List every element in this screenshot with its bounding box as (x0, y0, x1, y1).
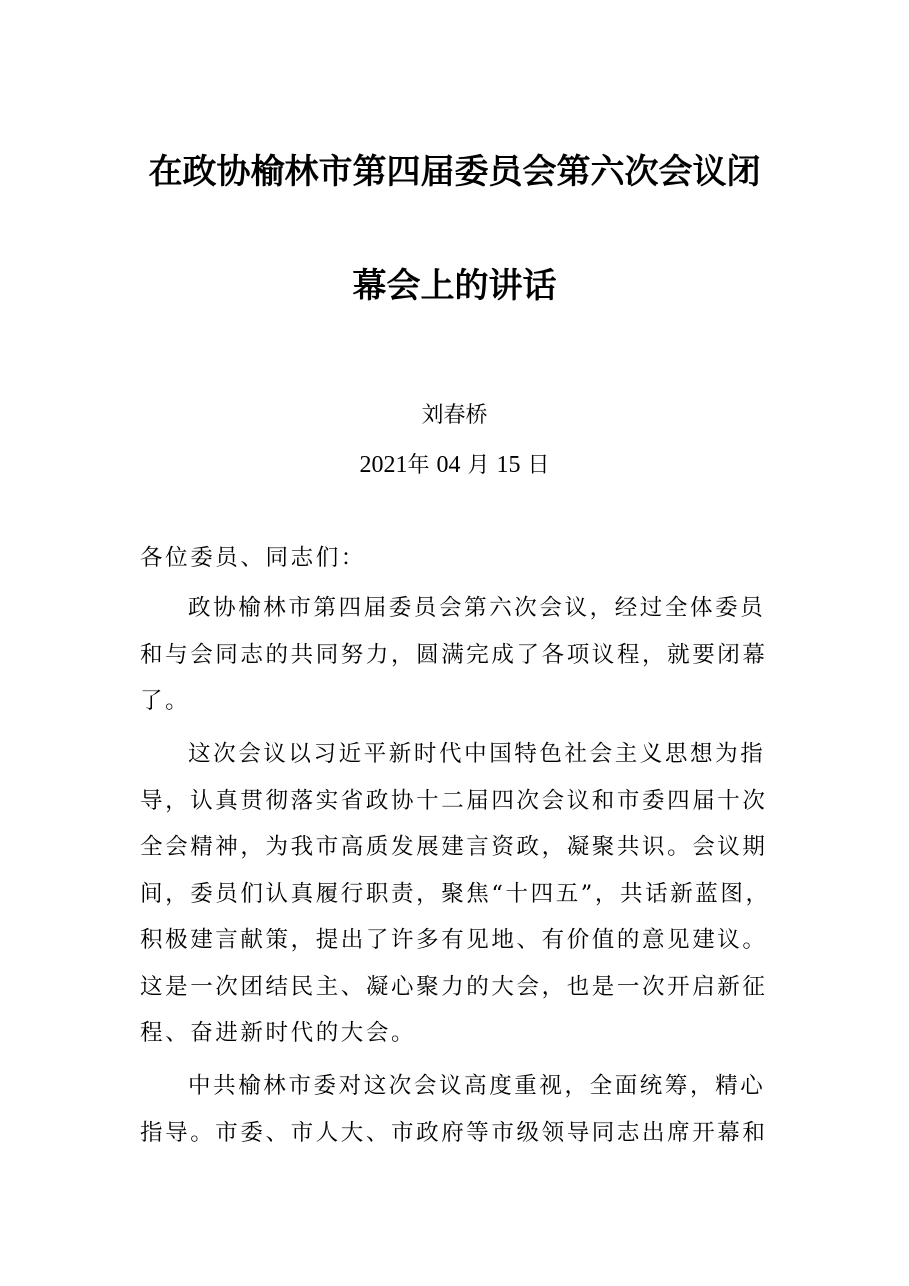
paragraph-line: 全会精神，为我市高质发展建言资政，凝聚共识。会议期 (140, 834, 768, 860)
paragraph-line: 这次会议以习近平新时代中国特色社会主义思想为指 (188, 741, 766, 767)
speech-date (0, 448, 909, 479)
paragraph-1 (140, 585, 780, 725)
salutation: 各位委员、同志们： (140, 545, 366, 571)
paragraph-3 (140, 1063, 780, 1156)
paragraph-line: 和与会同志的共同努力，圆满完成了各项议程，就要闭幕 (140, 641, 768, 668)
paragraph-line: 间，委员们认真履行职责，聚焦“十四五”，共话新蓝图， (140, 880, 771, 907)
date-day: 15 (496, 452, 521, 478)
paragraph-line: 政协榆林市第四届委员会第六次会议，经过全体委员 (188, 595, 766, 621)
paragraph-line: 指导。市委、市人大、市政府等市级领导同志出席开幕和 (140, 1119, 768, 1146)
paragraph-line: 导，认真贯彻落实省政协十二届四次会议和市委四届十次 (140, 787, 768, 814)
date-month-unit: 月 (467, 453, 490, 478)
paragraph-line: 了。 (140, 688, 191, 714)
date-year: 2021 (359, 452, 408, 478)
paragraph-line: 这是一次团结民主、凝心聚力的大会，也是一次开启新征 (140, 973, 768, 1000)
paragraph-line: 程、奋进新时代的大会。 (140, 1020, 417, 1046)
paragraph-line: 积极建言献策，提出了许多有见地、有价值的意见建议。 (140, 927, 768, 953)
date-day-unit: 日 (527, 453, 550, 478)
author-name: 刘春桥 (421, 403, 488, 428)
paragraph-2 (140, 731, 780, 1057)
document-title-line-1: 在政协榆林市第四届委员会第六次会议闭 (148, 152, 761, 192)
document-title-line-2: 幕会上的讲话 (352, 266, 557, 306)
paragraph-line: 中共榆林市委对这次会议高度重视，全面统筹，精心 (188, 1073, 766, 1099)
date-year-unit: 年 (407, 453, 430, 478)
date-month: 04 (436, 452, 461, 478)
